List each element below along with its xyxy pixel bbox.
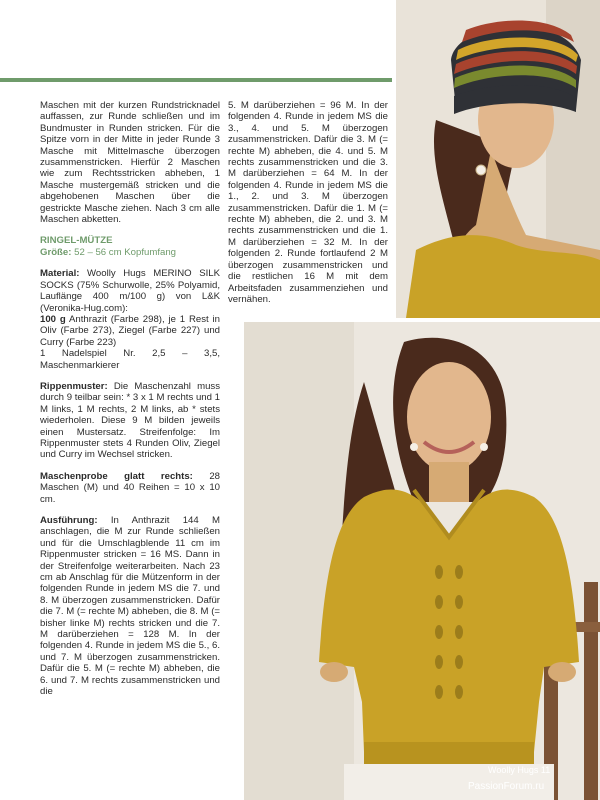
material-label: Material: bbox=[40, 268, 80, 280]
rib-text: Die Maschenzahl muss durch 9 teilbar sein: * 3 x 1 M rechts und 1 M links, 1 M rechts, 2 M links, ab * stets wiederholen. Diese 9 M bilden jeweils einen Mustersatz. Streifenfolge: Im Rippenmuster stets 4 Runden Oliv, Ziegel und Curry im Wechsel stricken. bbox=[40, 380, 220, 461]
gauge-paragraph bbox=[40, 471, 220, 505]
sweater-photo bbox=[244, 322, 600, 800]
execution-paragraph bbox=[40, 515, 220, 698]
material-text: Woolly Hugs MERINO SILK SOCKS (75% Schurwolle, 25% Polyamid, Lauflänge 400 m/100 g) von L&K (Veronika-Hug.com): bbox=[40, 268, 220, 314]
rib-label: Rippenmuster: bbox=[40, 380, 108, 392]
page-footer: Woolly Hugs 11 bbox=[488, 765, 551, 775]
section-title: RINGEL-MÜTZE bbox=[40, 235, 113, 247]
material-colors-paragraph bbox=[40, 314, 220, 348]
material-tools: 1 Nadelspiel Nr. 2,5 – 3,5, Maschenmarkierer bbox=[40, 348, 220, 371]
size-label: Größe: bbox=[40, 246, 72, 258]
rib-paragraph bbox=[40, 381, 220, 461]
watermark: PassionForum.ru bbox=[468, 781, 545, 792]
hat-photo bbox=[396, 0, 600, 318]
text-column-right bbox=[228, 100, 388, 315]
material-paragraph bbox=[40, 268, 220, 314]
continuation-paragraph: 5. M darüberziehen = 96 M. In der folgenden 4. Runde in jedem MS die 3., 4. und 5. M überzogen zusammenstricken. Dafür die 3. M (= rechte M) abheben, die 4. und 5. M rechts zusammenstricken und die 3. M darüberziehen = 64 M. In der folgenden 4. Runde in jedem MS die 1., 2. und 3. M überzogen zusammenstricken. Dafür die 1. M (= rechte M) abheben, die 2. und 3. M rechts zusammenstricken und die 1. M darüberziehen = 32 M. In der folgenden 2. Runde fortlaufend 2 M überzogen zusammenstricken und die restlichen 16 M mit dem Arbeitsfaden zusammenziehen und vernähen. bbox=[228, 100, 388, 305]
gauge-text: 28 Maschen (M) und 40 Reihen = 10 x 10 cm. bbox=[40, 470, 221, 505]
material-colors: Anthrazit (Farbe 298), je 1 Rest in Oliv (Farbe 273), Ziegel (Farbe 227) und Curry (Farbe 223) bbox=[40, 313, 220, 348]
header-rule bbox=[0, 78, 392, 82]
gauge-label: Maschenprobe glatt rechts: bbox=[40, 470, 193, 482]
size-value: 52 – 56 cm Kopfumfang bbox=[74, 246, 176, 258]
execution-label: Ausführung: bbox=[40, 515, 98, 526]
section-heading bbox=[40, 235, 220, 246]
execution-text: In Anthrazit 144 M anschlagen, die M zur Runde schließen und für die Umschlagblende 11 cm im Rippenmuster stricken = 16 MS. Dann in der Streifenfolge weiterarbeiten. Nach 23 cm ab Anschlag für die Mützenform in der folgenden Runde in jedem MS die 7. und 8. M überzogen zusammenstricken. Dafür die 7. M (= rechte M) abheben, die 8. M (= bisher linke M) rechts stricken und die 7. M darüberziehen = 128 M. In der folgenden 4. Runde in jedem MS die 5., 6. und 7. M überzogen zusammenstricken. Dafür die 5. M (= rechte M) abheben, die 6. und 7. M rechts zusammenstricken und die bbox=[40, 515, 220, 698]
text-column-left bbox=[40, 100, 220, 708]
size-line bbox=[40, 247, 220, 258]
intro-paragraph: Maschen mit der kurzen Rundstricknadel auffassen, zur Runde schließen und im Bundmuster in Runden stricken. Für die Spitze vorn in der Mitte in jeder Runde 3 Masche mit Mittelmasche überzogen zusammenstricken. Hierfür 2 Maschen wie zum Rechtsstricken abheben, 1 Masche mustergemäß stricken und die abgehobenen Maschen über die gestrickte Masche ziehen. Nach 3 cm alle Maschen abketten. bbox=[40, 100, 220, 226]
material-amount: 100 g bbox=[40, 313, 66, 325]
